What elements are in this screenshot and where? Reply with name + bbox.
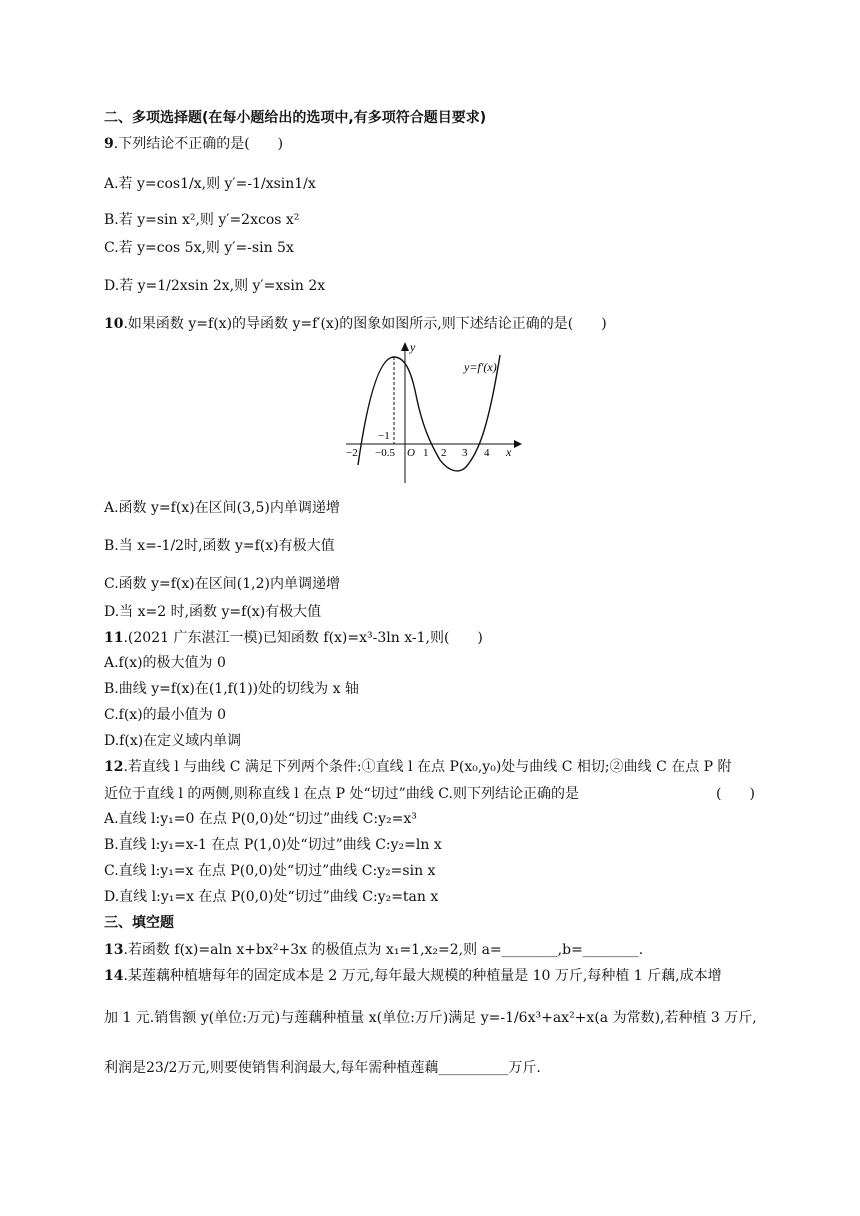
tick-label-neg1: −1 xyxy=(378,430,390,442)
question-11-option-d: D.f(x)在定义域内单调 xyxy=(104,733,242,749)
question-11-option-b: B.曲线 y=f(x)在(1,f(1))处的切线为 x 轴 xyxy=(104,681,359,697)
question-number: 14 xyxy=(104,968,124,984)
tick-label-neg2: −2 xyxy=(346,447,358,459)
question-9-stem xyxy=(104,134,283,154)
question-12-stem-line2: 近位于直线 l 的两侧,则称直线 l 在点 P 处“切过”曲线 C.则下列结论正确的是 xyxy=(104,786,579,802)
question-text: .下列结论不正确的是( ) xyxy=(113,136,284,152)
question-13 xyxy=(104,940,643,960)
question-11-option-a: A.f(x)的极大值为 0 xyxy=(104,655,226,671)
section-heading-multiple-choice: 二、多项选择题(在每小题给出的选项中,有多项符合题目要求) xyxy=(104,110,487,126)
section-heading-fill-in: 三、填空题 xyxy=(104,915,174,931)
question-text: .如果函数 y=f(x)的导函数 y=f′(x)的图象如图所示,则下述结论正确的是( ) xyxy=(123,316,607,332)
question-text: .若函数 f(x)=aln x+bx²+3x 的极值点为 x₁=1,x₂=2,则 a=________,b=________. xyxy=(123,942,644,958)
question-14-line2: 加 1 元.销售额 y(单位:万元)与莲藕种植量 x(单位:万斤)满足 y=-1/6x³+ax²+x(a 为常数),若种植 3 万斤, xyxy=(104,1010,757,1026)
question-text: .(2021 广东湛江一模)已知函数 f(x)=x³-3ln x-1,则( ) xyxy=(123,630,483,646)
question-14-line3: 利润是23/2万元,则要使销售利润最大,每年需种植莲藕__________万斤. xyxy=(104,1060,541,1076)
question-12-option-b: B.直线 l:y₁=x-1 在点 P(1,0)处“切过”曲线 C:y₂=ln x xyxy=(104,837,442,853)
x-axis-arrow xyxy=(514,440,522,448)
question-text: .某莲藕种植塘每年的固定成本是 2 万元,每年最大规模的种植量是 10 万斤,每种植 1 斤藕,成本增 xyxy=(123,968,722,984)
question-number: 10 xyxy=(104,316,124,332)
question-12-option-c: C.直线 l:y₁=x 在点 P(0,0)处“切过”曲线 C:y₂=sin x xyxy=(104,863,436,879)
question-text: .若直线 l 与曲线 C 满足下列两个条件:①直线 l 在点 P(x₀,y₀)处与曲线 C 相切;②曲线 C 在点 P 附 xyxy=(123,759,732,775)
y-axis-label: y xyxy=(410,340,416,354)
derivative-graph xyxy=(340,335,530,485)
tick-label-4: 4 xyxy=(484,447,490,459)
question-10-option-b: B.当 x=-1/2时,函数 y=f(x)有极大值 xyxy=(104,538,335,554)
question-12-option-d: D.直线 l:y₁=x 在点 P(0,0)处“切过”曲线 C:y₂=tan x xyxy=(104,889,439,905)
question-9-option-b: B.若 y=sin x²,则 y′=2xcos x² xyxy=(104,212,300,228)
question-number: 11 xyxy=(104,630,124,646)
question-number: 12 xyxy=(104,759,124,775)
tick-label-neg0-5: −0.5 xyxy=(375,447,395,459)
question-9-option-d: D.若 y=1/2xsin 2x,则 y′=xsin 2x xyxy=(104,278,326,294)
question-10-option-d: D.当 x=2 时,函数 y=f(x)有极大值 xyxy=(104,604,322,620)
question-10-stem xyxy=(104,314,607,334)
question-11-stem xyxy=(104,628,483,648)
question-9-option-a: A.若 y=cos1/x,则 y′=-1/xsin1/x xyxy=(104,176,316,192)
question-10-option-a: A.函数 y=f(x)在区间(3,5)内单调递增 xyxy=(104,500,340,516)
y-axis-arrow xyxy=(401,342,409,351)
question-11-option-c: C.f(x)的最小值为 0 xyxy=(104,707,227,723)
question-number: 9 xyxy=(104,136,114,152)
tick-label-2: 2 xyxy=(441,447,447,459)
tick-label-1: 1 xyxy=(423,447,429,459)
question-9-option-c: C.若 y=cos 5x,则 y′=-sin 5x xyxy=(104,240,294,256)
origin-label: O xyxy=(407,447,415,459)
question-12-option-a: A.直线 l:y₁=0 在点 P(0,0)处“切过”曲线 C:y₂=x³ xyxy=(104,811,417,827)
curve-label: y=f′(x) xyxy=(464,360,497,374)
question-12-stem-line1 xyxy=(104,757,732,777)
answer-paren: ( ) xyxy=(716,786,755,802)
question-14-line1 xyxy=(104,966,722,986)
tick-label-3: 3 xyxy=(462,447,468,459)
question-number: 13 xyxy=(104,942,124,958)
question-10-option-c: C.函数 y=f(x)在区间(1,2)内单调递增 xyxy=(104,576,340,592)
x-axis-label: x xyxy=(506,445,512,459)
